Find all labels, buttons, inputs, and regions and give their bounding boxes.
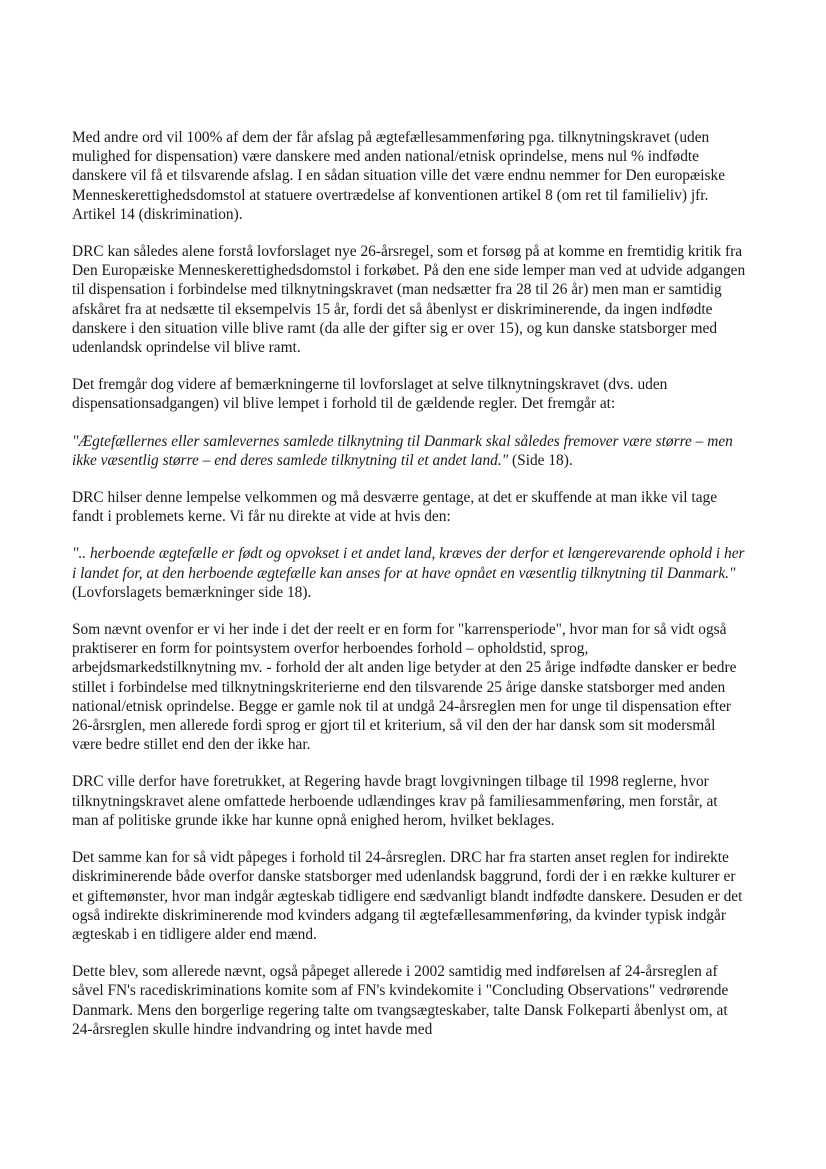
paragraph-4: DRC hilser denne lempelse velkommen og må desværre gentage, at det er skuffende at man ikke vil tage fandt i problemets kerne. Vi får nu direkte at vide at hvis den:: [72, 489, 718, 526]
paragraph-6: DRC ville derfor have foretrukket, at Regering havde bragt lovgivningen tilbage til 1998 reglerne, hvor tilknytningskravet alene omfattede herboende udlændinges krav på familiesammenføring, men forstår, at man af politiske grunde ikke har kunne opnå enighed herom, hvilket beklages.: [72, 773, 718, 829]
paragraph-1: Med andre ord vil 100% af dem der får afslag på ægtefællesammenføring pga. tilknytningskravet (uden mulighed for dispensation) være danskere med anden national/etnisk oprindelse, mens nul % indfødte danskere vil få et tilsvarende afslag. I en sådan situation ville det være endnu nemmer for Den europæiske Menneskerettighedsdomstol at statuere overtrædelse af konventionen artikel 8 (om ret til familieliv) jfr. Artikel 14 (diskrimination).: [72, 129, 726, 223]
paragraph-2: DRC kan således alene forstå lovforslaget nye 26-årsregel, som et forsøg på at komme en fremtidig kritik fra Den Europæiske Menneskerettighedsdomstol i forkøbet. På den ene side lemper man ved at udvide adgangen til dispensation i forbindelse med tilknytningskravet (man nedsætter fra 28 til 26 år) men man er samtidig afskåret fra at nedsætte til eksempelvis 15 år, fordi det så åbenlyst er diskriminerende, da ingen indfødte danskere i den situation ville blive ramt (da alle der gifter sig er over 15), og kun danske statsborger med udenlandsk oprindelse vil blive ramt.: [72, 243, 746, 357]
paragraph-3: Det fremgår dog videre af bemærkningerne til lovforslaget at selve tilknytningskravet (dvs. uden dispensationsadgangen) vil blive lempet i forhold til de gældende regler. Det fremgår at:: [72, 376, 668, 413]
quote-1-text: "Ægtefællernes eller samlevernes samlede tilknytning til Danmark skal således fremover være større – men ikke væsentlig større – end deres samlede tilknytning til et andet land.": [72, 432, 733, 469]
quote-2-text: ".. herboende ægtefælle er født og opvokset i et andet land, kræves der derfor et længerevarende ophold i her i landet for, at den herboende ægtefælle kan anses for at have opnået en væsentlig tilknytning til Danmark.": [72, 545, 745, 582]
paragraph-7: Det samme kan for så vidt påpeges i forhold til 24-årsreglen. DRC har fra starten anset reglen for indirekte diskriminerende både overfor danske statsborger med udenlandsk baggrund, fordi der i en række kulturer er et giftemønster, hvor man indgår ægteskab tidligere end sædvanligt blandt indfødte danskere. Desuden er det også indirekte diskriminerende mod kvinders adgang til ægtefællesammenføring, da kvinder typisk indgår ægteskab i en tidligere alder end mænd.: [72, 849, 743, 943]
quote-2-reference: (Lovforslagets bemærkninger side 18).: [72, 583, 312, 601]
quote-1-reference: (Side 18).: [508, 451, 573, 469]
paragraph-5: Som nævnt ovenfor er vi her inde i det der reelt er en form for "karrensperiode", hvor man for så vidt også praktiserer en form for pointsystem overfor herboendes forhold – opholdstid, sprog, arbejdsmarkedstilknytning mv. - forhold der alt anden lige betyder at den 25 årige indfødte dansker er bedre stillet i forbindelse med tilknytningskriterierne end den tilsvarende 25 årige danske statsborger med anden national/etnisk oprindelse. Begge er gamle nok til at undgå 24-årsreglen men for unge til dispensation efter 26-årsrglen, men allerede fordi sprog er gjort til et kriterium, så vil den der har dansk som sit modersmål være bedre stillet end den der ikke har.: [72, 621, 737, 754]
quote-2: [72, 544, 747, 602]
paragraph-8: Dette blev, som allerede nævnt, også påpeget allerede i 2002 samtidig med indførelsen af 24-årsreglen af såvel FN's racediskriminations komite som af FN's kvindekomite i "Concluding Observations" vedrørende Danmark. Mens den borgerlige regering talte om tvangsægteskaber, talte Dansk Folkeparti åbenlyst om, at 24-årsreglen skulle hindre indvandring og intet havde med: [72, 963, 729, 1038]
quote-1: [72, 432, 747, 470]
document-body: [72, 128, 747, 1057]
